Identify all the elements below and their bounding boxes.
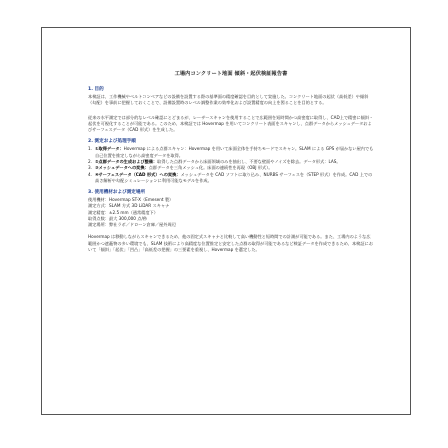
- paragraph: 従来の水平測定では部分的なレベル確認にとどまるが、レーザースキャンを使用することで広範囲を短時間かつ高密度に取得し、CAD上で精密に傾斜・起伏を可視化することが可能である。このため、本検証では Hovermap を用いてコンクリート表面をスキャンし、点群データからメッシュデータおよびサーフェスデータ（CAD 形式）を生成した。: [88, 114, 374, 133]
- section-purpose: [88, 86, 374, 133]
- section-heading: 2. 測定および処理手順: [88, 139, 136, 145]
- section-equipment: [88, 189, 374, 253]
- paragraph: 本検証は、工作機械やベルトコンベアなどの設備を設置する際の基準面の精度確認を目的として実施した。コンクリート地面の起伏（高低差）や傾斜（勾配）を事前に把握しておくことで、設備設置時のレベル調整作業の効率化および設置精度の向上を図ることを目的とする。: [88, 94, 369, 106]
- document-title: 工場内コンクリート地面 傾斜・起伏検証報告書: [174, 71, 288, 77]
- list-item: 取得点数：最大 300,000 点/秒: [88, 215, 148, 221]
- section-heading: 1. 目的: [88, 87, 104, 92]
- list-item: 測定場所：弊社ラボ／ドローン倉庫／屋外周辺: [88, 222, 176, 228]
- document-page: [41, 27, 411, 415]
- procedure-list: [88, 146, 374, 184]
- paragraph: Hovermap は移動しながらスキャンできるため、他の固定式スキャナと比較して高い機動性と短時間での計測が可能である。また、工場内のような広範囲かつ遮蔽物の多い環境でも、SLAM 技術により高精度な位置推定と安定した点群の取得が可能であるなど検証データを作成できるため、本検証において「傾斜」「起伏」「凹凸」「高低差の把握」の三要素を重視し、Hovermap を選定した。: [88, 234, 373, 252]
- list-item: 1. ①取得データ：Hovermap による点群スキャン：Hovermap を用いて床面全体を手持ちモードでスキャン。SLAM による GPS が届かない屋内でも自己位置を推定しながら高密度データを取得。: [88, 146, 374, 158]
- equipment-list: [88, 197, 374, 228]
- section-procedure: [88, 138, 374, 184]
- list-item: 4. ④サーフェスデータ（CAD 形式）への変換：メッシュデータを CAD ソフトに取り込み、NURBS サーフェスを（STEP 形式）を作成。CAD 上での高さ解析や勾配シミュレーションに利用可能なモデルを作成。: [88, 171, 373, 183]
- section-heading: 3. 使用機材および測定場所: [88, 190, 146, 196]
- list-item: 2. ②点群データの生成および整備：取得した点群データから床面領域のみを抽出し、不要な壁面やノイズを除去。データ形式：LAS。: [88, 159, 341, 165]
- list-item: 使用機材：Hovermap ST-X（Emesent 製）: [88, 197, 174, 203]
- list-item: 測定精度：±2.5 mm（通常精度下）: [88, 209, 158, 215]
- list-item: 測定方式：SLAM 方式 3D LiDAR スキャナ: [88, 203, 170, 209]
- list-item: 3. ③メッシュデータへの変換：点群データを三角メッシュ化。床面の連続性を再現（OBJ 形式）。: [88, 165, 273, 171]
